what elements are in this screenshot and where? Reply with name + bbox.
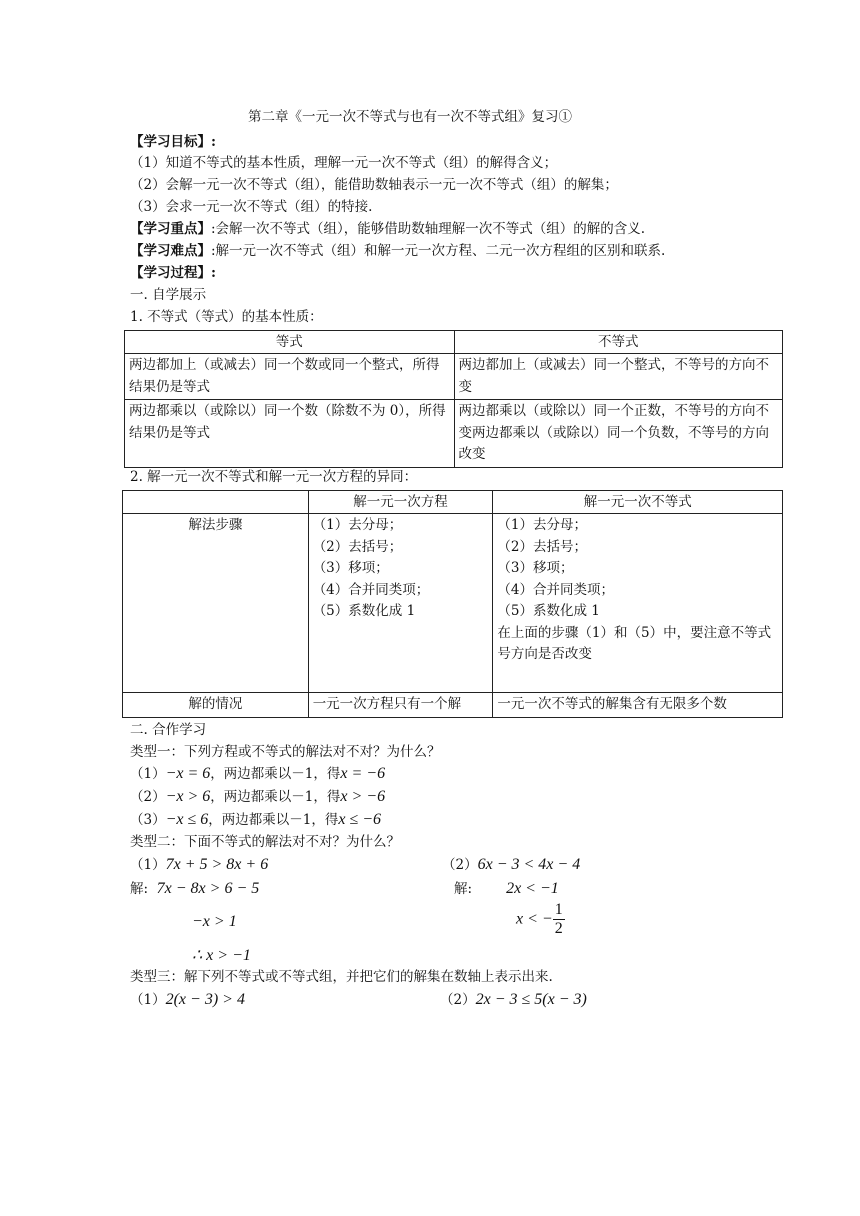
math-result: x = −6 xyxy=(340,765,386,782)
type-2-solution-1-step-3: ∴ x > −1 xyxy=(192,947,251,964)
row-label-solution: 解的情况 xyxy=(123,693,309,718)
difficulty-text: :解一元一次不等式（组）和解一元一次方程、二元一次方程组的区别和联系. xyxy=(211,243,666,259)
item-number: （3） xyxy=(130,812,166,828)
item-text: ，两边都乘以－1，得 xyxy=(210,766,341,782)
problem-number: （2） xyxy=(440,992,476,1008)
table-row xyxy=(125,331,783,354)
solution-label: 解: xyxy=(454,881,473,897)
item-number: （2） xyxy=(130,789,166,805)
type-1-item-2 xyxy=(130,787,385,807)
math-expression: −x > 6 xyxy=(165,788,211,805)
table-cell: 两边都乘以（或除以）同一个正数，不等号的方向不变两边都乘以（或除以）同一个负数，不等号的方向改变 xyxy=(454,400,783,468)
problem-number: （1） xyxy=(130,992,166,1008)
goal-1: （1）知道不等式的基本性质，理解一元一次不等式（组）的解得含义； xyxy=(130,155,558,171)
math-expression: 7x − 8x > 6 − 5 xyxy=(156,880,260,897)
equation-steps-cell xyxy=(308,514,493,693)
type-1-title: 类型一：下列方程或不等式的解法对不对？为什么？ xyxy=(130,744,441,760)
goal-2: （2）会解一元一次不等式（组），能借助数轴表示一元一次不等式（组）的解集； xyxy=(130,177,618,193)
math-expression: 2(x − 3) > 4 xyxy=(165,991,245,1008)
math-expression: 6x − 3 < 4x − 4 xyxy=(477,856,581,873)
section-2-heading: 二. 合作学习 xyxy=(130,722,207,738)
equation-solution: 一元一次方程只有一个解 xyxy=(308,693,493,718)
header-inequality: 解一元一次不等式 xyxy=(493,491,783,514)
list-item: （2）去括号； xyxy=(497,538,588,555)
fraction-denominator: 2 xyxy=(554,920,563,937)
list-item: （4）合并同类项； xyxy=(312,581,430,598)
type-2-problem-1 xyxy=(130,855,268,875)
comparison-table xyxy=(122,490,783,718)
solution-label: 解: xyxy=(130,881,149,897)
process-header: 【学习过程】: xyxy=(130,265,216,281)
table-cell: 两边都加上（或减去）同一个数或同一个整式，所得结果仍是等式 xyxy=(125,354,455,400)
header-inequality: 不等式 xyxy=(454,331,783,354)
math-expression: 2x − 3 ≤ 5(x − 3) xyxy=(475,991,587,1008)
goals-header: 【学习目标】: xyxy=(130,134,216,150)
problem-number: （1） xyxy=(130,857,166,873)
table-cell: 两边都乘以（或除以）同一个数（除数不为 0），所得结果仍是等式 xyxy=(125,400,455,468)
problem-number: （2） xyxy=(442,857,478,873)
list-item: （1）去分母； xyxy=(312,517,403,533)
table-row xyxy=(125,400,783,468)
type-2-title: 类型二：下面不等式的解法对不对？为什么？ xyxy=(130,834,400,850)
inequality-note: 在上面的步骤（1）和（5）中，要注意不等式号方向是否改变 xyxy=(497,624,772,662)
list-item: （5）系数化成 1 xyxy=(312,603,416,619)
list-item: （1）去分母； xyxy=(497,517,588,533)
type-3-problem-1 xyxy=(130,990,245,1010)
type-2-solution-1-step-1 xyxy=(130,879,259,899)
type-2-problem-2 xyxy=(442,855,580,875)
list-item: （2）去括号； xyxy=(312,538,403,555)
header-equation: 解一元一次方程 xyxy=(308,491,493,514)
list-item: （3）移项； xyxy=(497,560,574,576)
math-expression: 2x < −1 xyxy=(506,880,559,897)
difficulty xyxy=(130,241,665,261)
section-1-heading: 一. 自学展示 xyxy=(130,287,207,303)
type-1-item-3 xyxy=(130,810,381,830)
header-empty xyxy=(123,491,309,514)
list-item: （3）移项； xyxy=(312,560,389,576)
table-row xyxy=(123,514,783,693)
row-label-steps: 解法步骤 xyxy=(123,514,309,693)
table-row xyxy=(123,491,783,514)
type-1-item-1 xyxy=(130,764,385,784)
table-cell: 两边都加上（或减去）同一个整式，不等号的方向不变 xyxy=(454,354,783,400)
type-2-solution-1-step-2: −x > 1 xyxy=(192,913,237,930)
fraction xyxy=(553,901,565,938)
math-result: x > −6 xyxy=(340,788,386,805)
table-row xyxy=(125,354,783,400)
header-equation: 等式 xyxy=(125,331,455,354)
properties-table xyxy=(124,330,783,468)
goal-3: （3）会求一元一次不等式（组）的特接. xyxy=(130,199,373,215)
type-3-problem-2 xyxy=(440,990,587,1010)
list-item: （4）合并同类项； xyxy=(497,581,615,598)
list-item: （5）系数化成 1 xyxy=(497,603,600,619)
inequality-solution: 一元一次不等式的解集含有无限多个数 xyxy=(493,693,783,718)
key-point-text: :会解一次不等式（组），能够借助数轴理解一次不等式（组）的解的含义. xyxy=(211,221,646,237)
item-text: ，两边都乘以－1，得 xyxy=(210,789,341,805)
type-2-solution-2-step-2 xyxy=(516,901,565,938)
key-point xyxy=(130,219,645,239)
math-expression: 7x + 5 > 8x + 6 xyxy=(165,856,269,873)
inequality-steps-cell xyxy=(493,514,783,693)
math-expression: x < − xyxy=(516,910,553,928)
math-expression: −x = 6 xyxy=(165,765,211,782)
math-result: x ≤ −6 xyxy=(338,811,382,828)
fraction-numerator: 1 xyxy=(554,901,563,918)
table-row xyxy=(123,693,783,718)
item-number: （1） xyxy=(130,766,166,782)
type-3-title: 类型三：解下列不等式或不等式组，并把它们的解集在数轴上表示出来. xyxy=(130,969,553,985)
page-title: 第二章《一元一次不等式与也有一次不等式组》复习① xyxy=(248,109,572,125)
math-expression: −x ≤ 6 xyxy=(165,811,209,828)
item-1-title: 1. 不等式（等式）的基本性质： xyxy=(130,309,323,325)
item-2-title: 2. 解一元一次不等式和解一元一次方程的异同： xyxy=(130,469,418,485)
difficulty-label: 【学习难点】 xyxy=(130,243,211,259)
key-point-label: 【学习重点】 xyxy=(130,221,211,237)
type-2-solution-2-step-1 xyxy=(454,879,559,899)
item-text: ，两边都乘以－1，得 xyxy=(208,812,339,828)
